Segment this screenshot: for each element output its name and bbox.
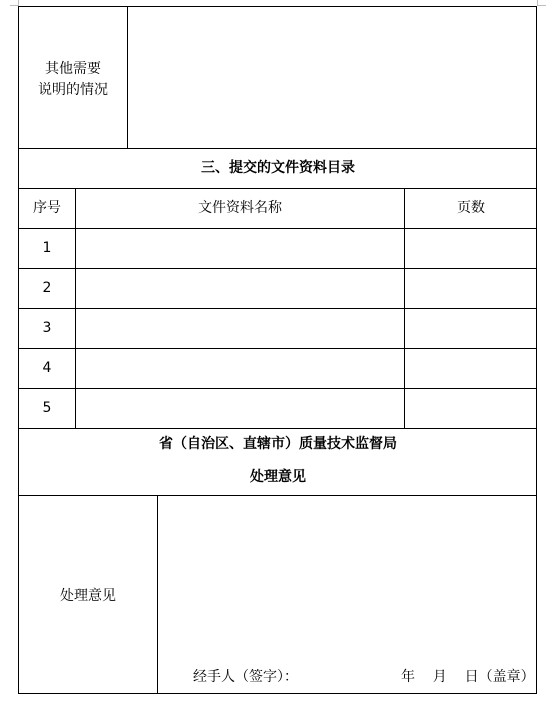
bureau-title: 省（自治区、直辖市）质量技术监督局 xyxy=(159,436,397,452)
row-name-field[interactable] xyxy=(76,309,404,348)
opinion-content-field[interactable] xyxy=(158,496,536,656)
row-divider xyxy=(18,428,537,429)
row-no: 3 xyxy=(42,320,52,336)
row-name-field[interactable] xyxy=(76,229,404,268)
row-no: 1 xyxy=(42,240,52,256)
other-info-label-line2: 说明的情况 xyxy=(38,82,108,98)
row-pages-field[interactable] xyxy=(405,389,536,428)
row-pages-field[interactable] xyxy=(405,229,536,268)
row-no: 5 xyxy=(42,400,52,416)
header-pages: 页数 xyxy=(457,200,485,216)
row-divider xyxy=(18,148,537,149)
section-three-title: 三、提交的文件资料目录 xyxy=(201,160,355,176)
header-name: 文件资料名称 xyxy=(198,200,282,216)
opinion-label: 处理意见 xyxy=(60,588,116,604)
header-no: 序号 xyxy=(33,200,61,216)
row-pages-field[interactable] xyxy=(405,349,536,388)
row-name-field[interactable] xyxy=(76,269,404,308)
date-seal-label: 年 月 日（盖章） xyxy=(401,669,535,685)
corner-mark-right xyxy=(537,0,546,6)
row-name-field[interactable] xyxy=(76,349,404,388)
row-name-field[interactable] xyxy=(76,389,404,428)
other-info-content-field[interactable] xyxy=(128,7,536,148)
other-info-label-line1: 其他需要 xyxy=(45,61,101,77)
row-no: 2 xyxy=(42,280,52,296)
row-pages-field[interactable] xyxy=(405,269,536,308)
handler-signature-label: 经手人（签字）： xyxy=(193,669,298,685)
bureau-subtitle: 处理意见 xyxy=(250,469,306,485)
row-pages-field[interactable] xyxy=(405,309,536,348)
row-divider xyxy=(18,188,537,189)
row-no: 4 xyxy=(42,360,52,376)
